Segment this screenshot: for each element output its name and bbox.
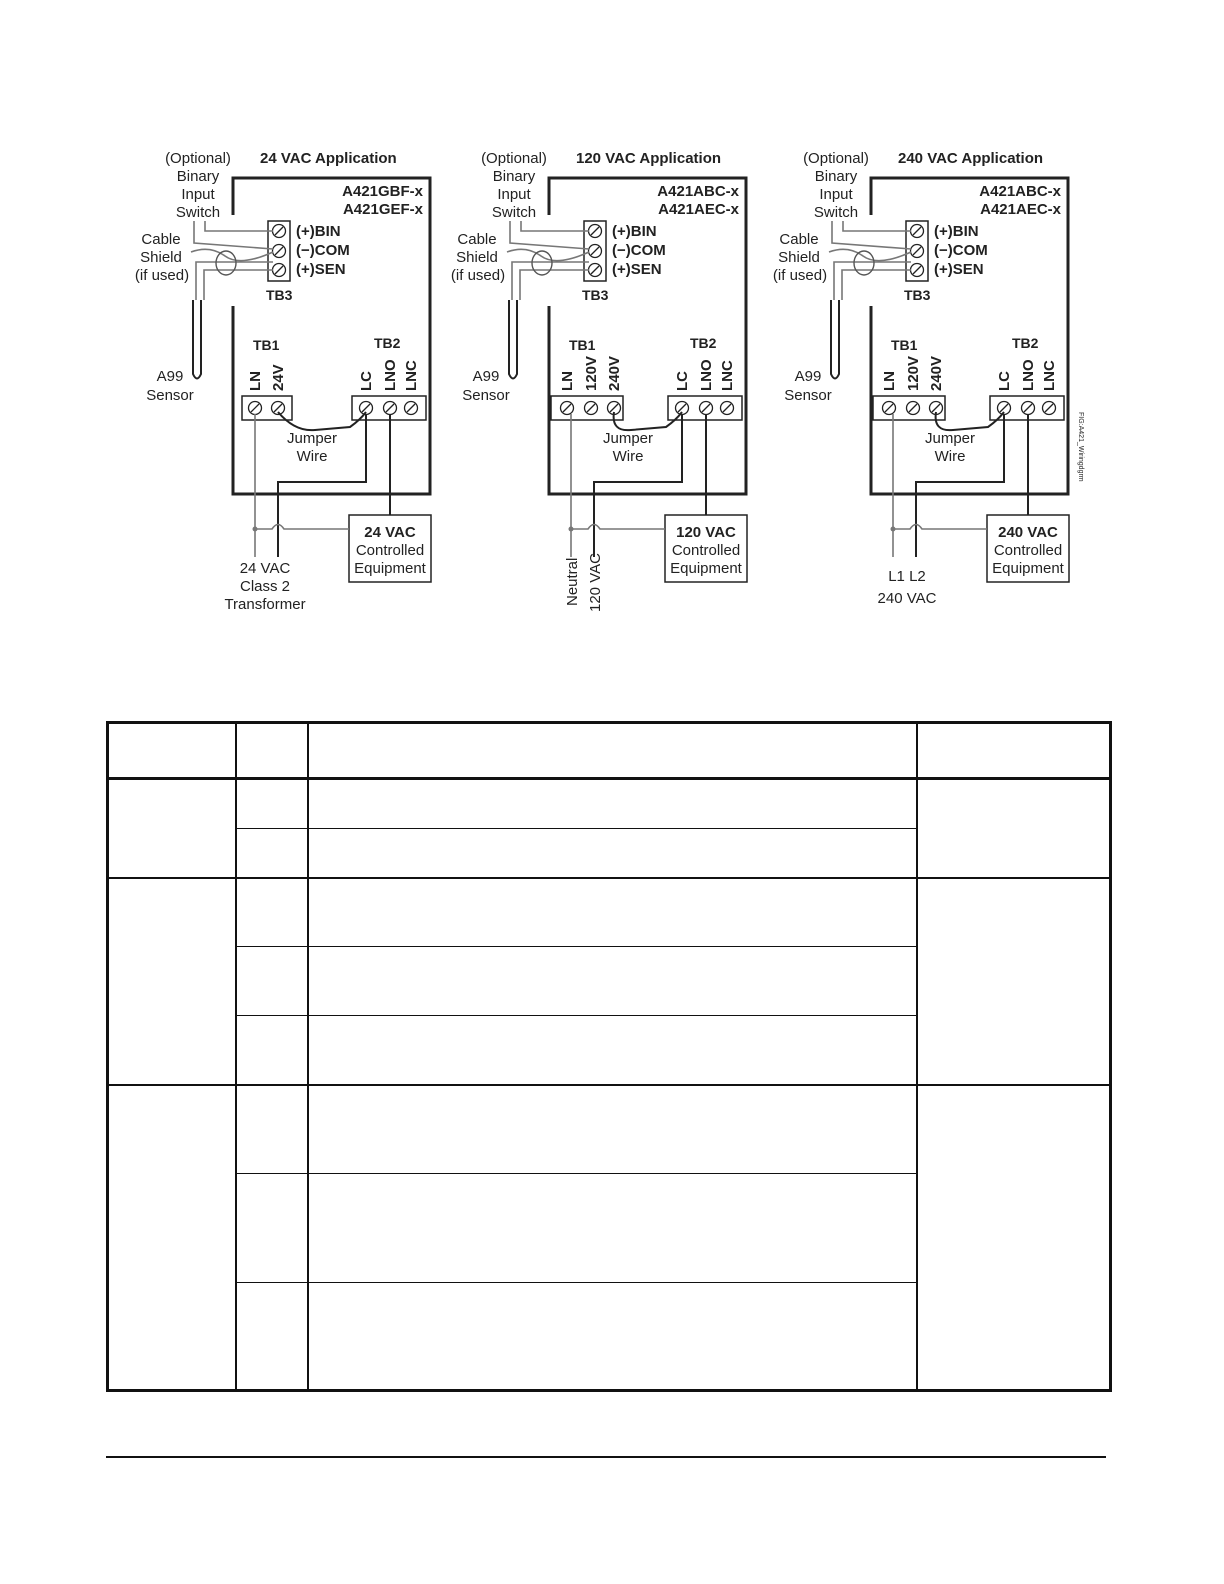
table-row [108, 878, 1111, 947]
screw-terminal-icon [273, 264, 286, 277]
table-cell [236, 947, 308, 1016]
table-cell [308, 1174, 917, 1283]
equipment-label: 24 VAC [364, 524, 416, 541]
screw-terminal-icon [589, 245, 602, 258]
screw-terminal-icon [589, 264, 602, 277]
supply-label: 120 VAC [587, 553, 604, 612]
screw-terminal-icon [273, 225, 286, 238]
shield-label: (if used) [134, 267, 190, 284]
table-header-cell [917, 723, 1111, 779]
tb1-terminal-label: LN [881, 371, 898, 391]
table-cell [236, 878, 308, 947]
jumper-label: Jumper [924, 430, 976, 447]
table-cell [308, 1085, 917, 1174]
wiring-table [106, 721, 1112, 1392]
switch-label: Switch [813, 204, 859, 221]
wire-junction-icon [891, 527, 896, 532]
tb3-terminal-label: (+)SEN [934, 261, 984, 278]
tb3-terminal-label: (−)COM [296, 242, 350, 259]
group-cell [108, 779, 236, 878]
tb1-terminal-label: 240V [928, 355, 945, 391]
tb2-terminal-label: LNO [698, 359, 715, 391]
switch-label: Input [497, 186, 531, 203]
jumper-label: Wire [296, 448, 328, 465]
group-cell [108, 878, 236, 1085]
sensor-label: Sensor [462, 387, 510, 404]
screw-terminal-icon [1022, 402, 1035, 415]
panel-title: 24 VAC Application [260, 150, 397, 167]
tb1-terminal-label: LN [559, 371, 576, 391]
switch-label: Input [181, 186, 215, 203]
group-cell [108, 1085, 236, 1391]
screw-terminal-icon [883, 402, 896, 415]
shield-label: Shield [140, 249, 182, 266]
tb1-terminal-label: 24V [270, 364, 287, 391]
tb2-terminal-label: LC [996, 371, 1013, 391]
switch-label: Binary [492, 168, 536, 185]
table-cell [308, 1016, 917, 1085]
wiring-diagram [0, 0, 1224, 700]
sensor-label: A99 [794, 368, 822, 385]
table-cell [236, 1283, 308, 1391]
screw-terminal-icon [1043, 402, 1056, 415]
equipment-label: Equipment [354, 560, 426, 577]
screw-terminal-icon [561, 402, 574, 415]
shield-label: Shield [456, 249, 498, 266]
table-row [108, 1085, 1111, 1174]
switch-label: Binary [176, 168, 220, 185]
supply-label: L1 L2 [888, 568, 926, 585]
equipment-return-wire [571, 525, 665, 530]
optional-label: (Optional) [803, 150, 869, 167]
panel-title: 120 VAC Application [576, 150, 722, 167]
tb1-terminal-label: 240V [606, 355, 623, 391]
equipment-label: 240 VAC [998, 524, 1058, 541]
table-cell [236, 1174, 308, 1283]
equipment-return-wire [893, 525, 987, 530]
a99-sensor-icon [193, 300, 201, 379]
jumper-label: Jumper [602, 430, 654, 447]
wire-junction-icon [253, 527, 258, 532]
sensor-label: A99 [472, 368, 500, 385]
supply-label: 24 VAC [239, 560, 291, 577]
model-number: A421GBF-x [342, 183, 423, 200]
supply-label: Neutral [564, 557, 581, 606]
table-cell [308, 779, 917, 829]
tb2-terminal-label: LNC [403, 360, 420, 391]
screw-terminal-icon [911, 225, 924, 238]
table-cell [236, 779, 308, 829]
tb2-label: TB2 [374, 335, 401, 351]
tb3-terminal-label: (+)BIN [612, 223, 657, 240]
a99-sensor-icon [509, 300, 517, 379]
screw-terminal-icon [700, 402, 713, 415]
optional-label: (Optional) [165, 150, 231, 167]
table-header-cell [108, 723, 236, 779]
jumper-label: Wire [612, 448, 644, 465]
switch-label: Binary [814, 168, 858, 185]
model-number: A421GEF-x [342, 201, 423, 218]
equipment-label: 120 VAC [676, 524, 736, 541]
table-cell [236, 1085, 308, 1174]
tb2-terminal-label: LNO [1020, 359, 1037, 391]
tb2-terminal-label: LNO [382, 359, 399, 391]
jumper-label: Wire [934, 448, 966, 465]
tb2-label: TB2 [690, 335, 717, 351]
screw-terminal-icon [589, 225, 602, 238]
optional-label: (Optional) [481, 150, 547, 167]
table-cell [308, 1283, 917, 1391]
tb3-label: TB3 [266, 287, 293, 303]
tb2-terminal-label: LNC [1041, 360, 1058, 391]
table-cell [308, 829, 917, 878]
group-note-cell [917, 779, 1111, 878]
sensor-label: Sensor [146, 387, 194, 404]
sensor-label: Sensor [784, 387, 832, 404]
table-header-row [108, 723, 1111, 779]
table-cell [236, 1016, 308, 1085]
screw-terminal-icon [405, 402, 418, 415]
tb3-terminal-label: (+)SEN [296, 261, 346, 278]
tb2-terminal-label: LNC [719, 360, 736, 391]
equipment-return-wire [255, 525, 349, 530]
shield-label: Shield [778, 249, 820, 266]
group-note-cell [917, 878, 1111, 1085]
equipment-label: Controlled [355, 542, 425, 559]
switch-label: Input [819, 186, 853, 203]
tb1-terminal-label: 120V [583, 355, 600, 391]
tb3-terminal-label: (−)COM [934, 242, 988, 259]
model-number: A421ABC-x [657, 183, 739, 200]
table-header-cell [236, 723, 308, 779]
table-header-cell [308, 723, 917, 779]
switch-label: Switch [175, 204, 221, 221]
tb1-terminal-label: 120V [905, 355, 922, 391]
tb1-label: TB1 [891, 337, 918, 353]
tb1-label: TB1 [569, 337, 596, 353]
switch-label: Switch [491, 204, 537, 221]
jumper-label: Jumper [286, 430, 338, 447]
equipment-label: Equipment [670, 560, 742, 577]
tb2-label: TB2 [1012, 335, 1039, 351]
equipment-label: Controlled [671, 542, 741, 559]
tb3-terminal-label: (+)BIN [934, 223, 979, 240]
supply-label: Class 2 [239, 578, 291, 595]
screw-terminal-icon [384, 402, 397, 415]
screw-terminal-icon [911, 264, 924, 277]
footer-rule [106, 1456, 1106, 1458]
tb1-terminal-label: LN [247, 371, 264, 391]
tb1-label: TB1 [253, 337, 280, 353]
tb3-terminal-label: (+)BIN [296, 223, 341, 240]
group-note-cell [917, 1085, 1111, 1391]
equipment-label: Controlled [993, 542, 1063, 559]
panel-title: 240 VAC Application [898, 150, 1044, 167]
shield-label: Cable [141, 231, 181, 248]
supply-label: 240 VAC [877, 590, 937, 607]
tb3-terminal-label: (−)COM [612, 242, 666, 259]
model-number: A421ABC-x [979, 183, 1061, 200]
screw-terminal-icon [273, 245, 286, 258]
screw-terminal-icon [911, 245, 924, 258]
screw-terminal-icon [249, 402, 262, 415]
table-row [108, 779, 1111, 829]
tb3-label: TB3 [904, 287, 931, 303]
supply-label: Transformer [224, 596, 306, 613]
shield-label: Cable [779, 231, 819, 248]
equipment-label: Equipment [992, 560, 1064, 577]
tb3-terminal-label: (+)SEN [612, 261, 662, 278]
wire-junction-icon [569, 527, 574, 532]
a99-sensor-icon [831, 300, 839, 379]
screw-terminal-icon [585, 402, 598, 415]
table-cell [308, 878, 917, 947]
screw-terminal-icon [721, 402, 734, 415]
table-cell [308, 947, 917, 1016]
shield-label: (if used) [450, 267, 506, 284]
tb2-terminal-label: LC [358, 371, 375, 391]
tb3-label: TB3 [582, 287, 609, 303]
screw-terminal-icon [907, 402, 920, 415]
shield-label: Cable [457, 231, 497, 248]
shield-label: (if used) [772, 267, 828, 284]
table-cell [236, 829, 308, 878]
model-number: A421AEC-x [658, 201, 739, 218]
model-number: A421AEC-x [980, 201, 1061, 218]
figure-code: FIG:A421_Wiringdgrm [1077, 412, 1084, 482]
sensor-label: A99 [156, 368, 184, 385]
tb2-terminal-label: LC [674, 371, 691, 391]
